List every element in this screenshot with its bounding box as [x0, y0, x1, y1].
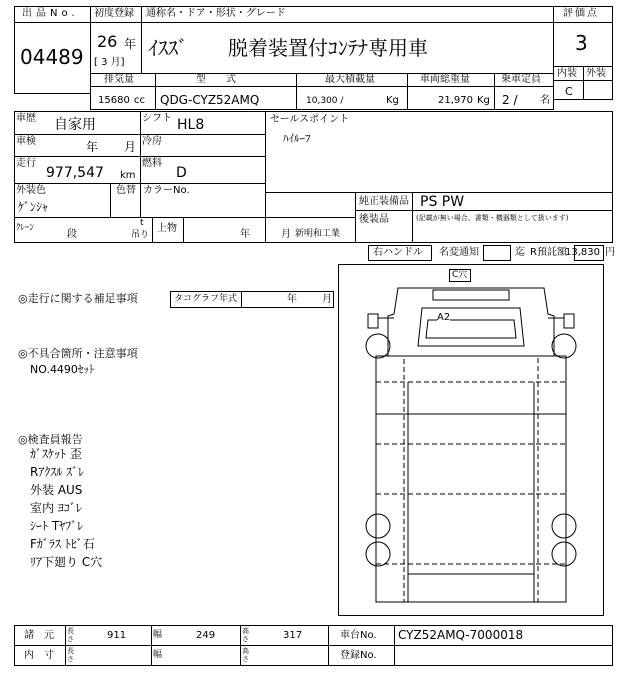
first-reg-year: 26 [97, 32, 118, 51]
ext-color-value: ｹﾞﾝｼｬ [18, 200, 49, 214]
mileage-unit: km [120, 170, 136, 181]
width-value: 249 [196, 630, 216, 641]
body-year: 年 [240, 229, 250, 240]
inspector-line: ﾘｱ下廻り C穴 [30, 555, 103, 569]
inspector-line: 室内 ﾖｺﾞﾚ [30, 501, 82, 515]
first-reg-label: 初度登録 [94, 8, 134, 19]
genuine-value: PS PW [420, 194, 465, 210]
length-label: 長さ [67, 627, 74, 643]
width-label: 幅 [153, 630, 163, 640]
name-change-label: 名変通知 [439, 247, 479, 258]
gross-unit: Kg [477, 95, 490, 106]
fuel-label: 燃料 [142, 158, 162, 169]
score-value: 3 [575, 31, 588, 55]
model-name: 脱着装置付ｺﾝﾃﾅ専用車 [228, 36, 428, 60]
sales-point-title: セールスポイント [270, 114, 350, 125]
capacity-value: 2 / [502, 93, 518, 107]
shift-label: シフト [142, 113, 172, 124]
crane-label: ｸﾚｰﾝ [16, 223, 35, 233]
name-label: 通称名・ドア・形状・グレード [146, 8, 286, 19]
lot-number: 04489 [20, 45, 84, 69]
crane-ton: 吊り [131, 230, 150, 240]
gross-value: 21,970 [438, 95, 473, 106]
inspector-line: Fｶﾞﾗｽ ﾄﾋﾞ石 [30, 537, 95, 551]
body-maker: 新明和工業 [295, 229, 341, 239]
lot-label: 出品No. [22, 8, 79, 19]
shift-value: HL8 [177, 117, 205, 133]
crane-ton-top: t [140, 218, 144, 228]
chassis-value: CYZ52AMQ-7000018 [398, 628, 524, 642]
height-value: 317 [283, 630, 303, 641]
recycle-label: R預託額 [530, 247, 567, 258]
reg-label: 登録No. [340, 650, 377, 661]
load-label: 最大積載量 [325, 74, 375, 85]
body-label: 上物 [157, 223, 177, 234]
interior-grade: C [565, 85, 573, 98]
inspection-year: 年 [86, 140, 99, 154]
mileage-value: 977,547 [46, 165, 104, 181]
inspection-month: 月 [124, 140, 137, 154]
capacity-label: 乗車定員 [501, 74, 541, 85]
mark-c-hole-label: C穴 [452, 270, 468, 280]
fuel-value: D [176, 165, 187, 181]
exterior-label: 外装 [586, 68, 606, 79]
recycle-unit: 円 [605, 247, 615, 258]
height-label: 高さ [242, 627, 249, 643]
inspector-line: 外装 AUS [30, 483, 83, 497]
model-code-label: 型 式 [196, 74, 236, 85]
name-change-box [483, 245, 511, 261]
truck-diagram [338, 264, 604, 616]
aftermarket-note: (記載が無い場合、書類・機器類として扱います) [416, 214, 569, 222]
load-value: 10,300 / [306, 96, 344, 106]
steering-value: 右ハンドル [373, 247, 423, 258]
ac-label: 冷房 [142, 136, 162, 147]
history-value: 自家用 [54, 117, 96, 133]
inner-label: 内 寸 [24, 650, 54, 661]
score-label: 評価点 [563, 8, 599, 19]
capacity-unit: 名 [540, 95, 550, 106]
color-code-label: カラーNo. [143, 185, 190, 196]
load-unit: Kg [386, 95, 399, 106]
inner-height-label: 高さ [242, 647, 249, 663]
mark-a2-label: A2 [437, 312, 451, 323]
inner-length-label: 長さ [67, 647, 74, 663]
mileage-label: 走行 [16, 158, 36, 169]
length-value: 911 [107, 630, 127, 641]
defect-note: NO.4490ｾｯﾄ [30, 363, 95, 376]
inner-width-label: 幅 [153, 650, 163, 660]
displacement-unit: cc [134, 95, 145, 106]
inspector-title: ◎検査員報告 [18, 433, 83, 446]
ext-color-label: 外装色 [16, 185, 46, 196]
history-label: 車歴 [16, 113, 36, 124]
maker-name: ｲｽｽﾞ [148, 36, 188, 60]
inspector-line: Rｱｸｽﾙ ｽﾞﾚ [30, 465, 85, 479]
displacement-label: 排気量 [104, 74, 134, 85]
body-month: 月 [281, 229, 291, 240]
dims-label: 諸 元 [24, 630, 54, 641]
gross-label: 車両総重量 [420, 74, 470, 85]
inspector-line: ｶﾞｽｹｯﾄ 歪 [30, 447, 82, 461]
model-code-value: QDG-CYZ52AMQ [160, 93, 260, 107]
crane-stage: 段 [67, 229, 77, 240]
aftermarket-label: 後装品 [359, 214, 389, 225]
recycle-value: 13,830 [565, 247, 600, 258]
deadline-label: 迄 [515, 247, 525, 258]
inspection-label: 車検 [16, 136, 36, 147]
sales-point-value: ﾊｲﾙｰﾌ [283, 132, 311, 145]
inspector-line: ｼｰﾄ Tﾔﾌﾞﾚ [30, 519, 84, 533]
tacho-month: 月 [322, 294, 332, 305]
interior-label: 内装 [557, 68, 577, 79]
defect-title: ◎不具合箇所・注意事項 [18, 347, 138, 360]
color-no-label: 色替 [116, 185, 136, 196]
first-reg-year-unit: 年 [124, 37, 137, 51]
genuine-label: 純正装備品 [359, 196, 409, 207]
first-reg-month: [ 3 月] [94, 57, 125, 68]
tacho-label: タコグラフ年式 [174, 294, 238, 304]
tacho-year: 年 [287, 294, 297, 305]
displacement-value: 15680 [98, 95, 130, 106]
supplement-title: ◎走行に関する補足事項 [18, 292, 138, 305]
chassis-label: 車台No. [340, 630, 377, 641]
